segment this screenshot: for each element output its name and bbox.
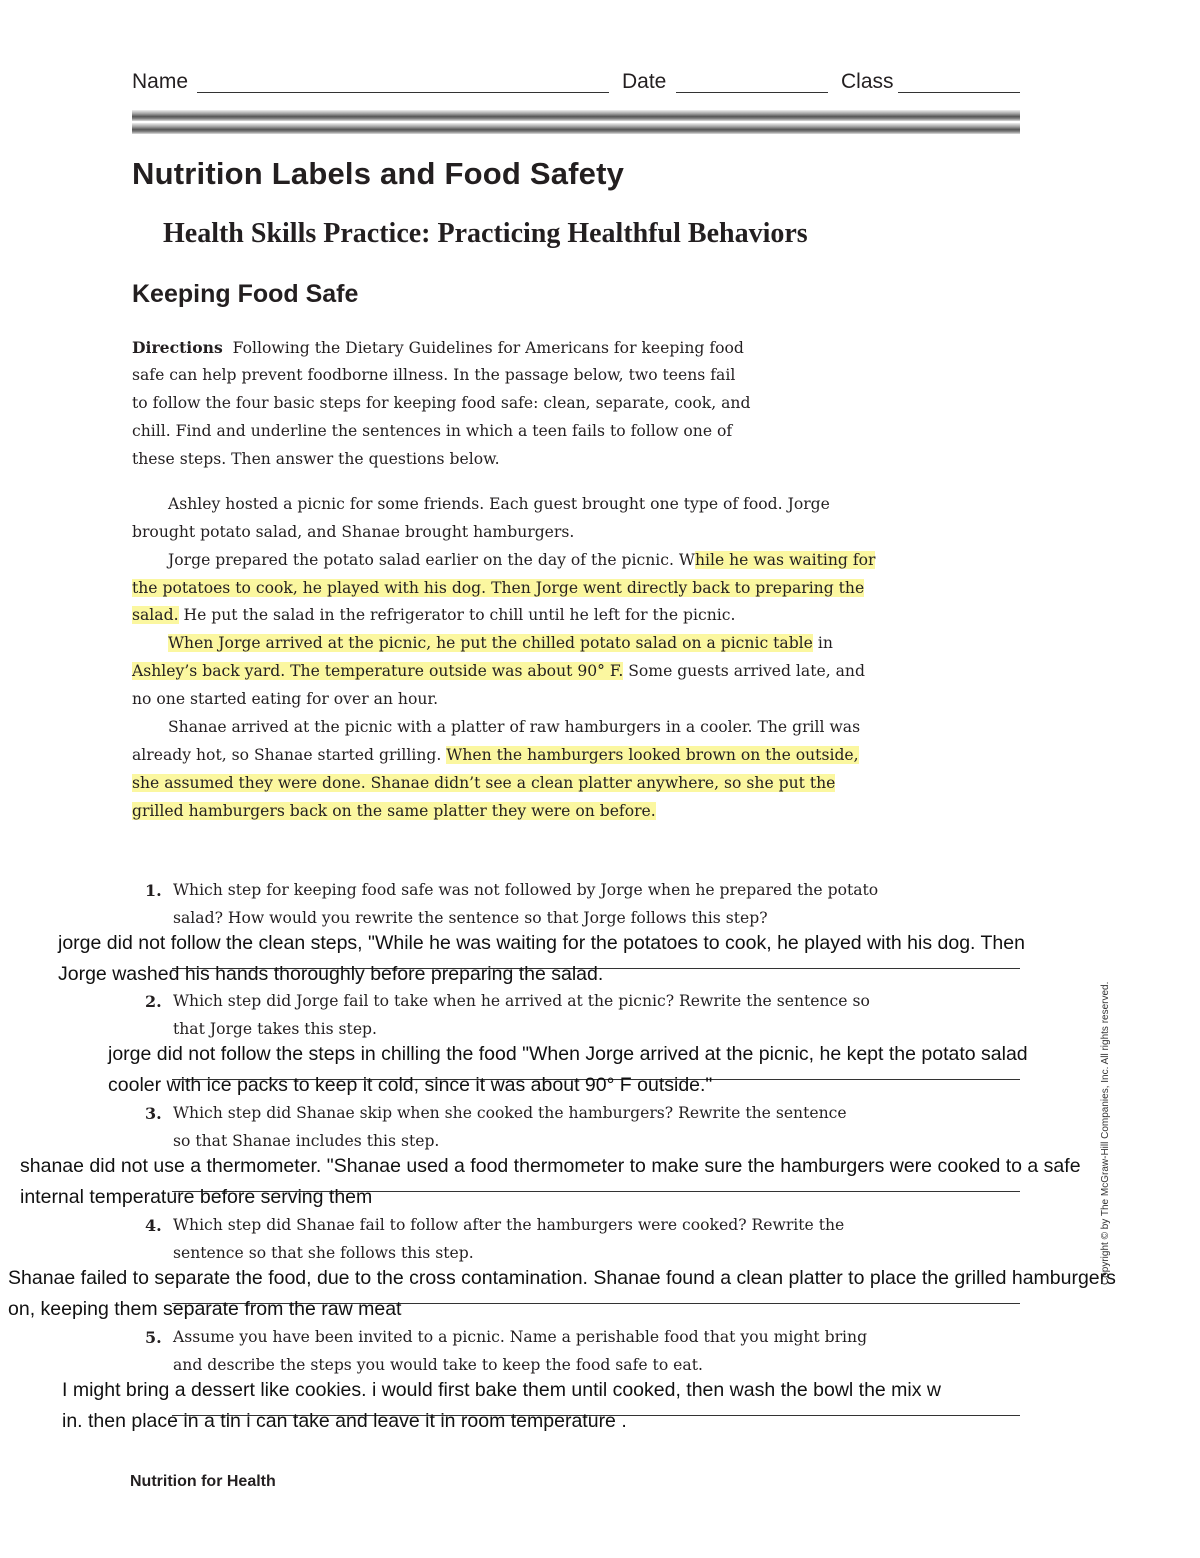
date-label: Date [622,70,667,93]
passage-line [132,579,864,597]
passage-text: Some guests arrived late, and [623,662,865,680]
passage-text: Jorge prepared the potato salad earlier on the day of the picnic. W [168,551,695,569]
question-number: 5. [145,1328,162,1347]
header-divider-bar [132,123,1020,134]
highlighted-sentence: the potatoes to cook, he played with his dog. Then Jorge went directly back to preparing the [132,579,865,597]
highlighted-sentence: she assumed they were done. Shanae didn’t see a clean platter anywhere, so she put the [132,774,836,792]
footer-title: Nutrition for Health [130,1473,276,1490]
passage-line [132,802,656,820]
section-title: Keeping Food Safe [132,280,359,308]
name-field[interactable] [197,92,609,93]
answer-text[interactable]: internal temperature before serving them [20,1186,373,1208]
directions-line: Following the Dietary Guidelines for Americans for keeping food [232,339,744,357]
passage-text: no one started eating for over an hour. [132,690,439,708]
passage-text: Shanae arrived at the picnic with a platter of raw hamburgers in a cooler. The grill was [168,718,861,736]
passage-line [132,606,735,624]
passage-line [132,523,574,541]
passage-text: already hot, so Shanae started grilling. [132,746,447,764]
passage-line [168,718,860,736]
question-text: and describe the steps you would take to keep the food safe to eat. [173,1356,703,1374]
highlighted-sentence: When the hamburgers looked brown on the outside, [446,746,859,764]
question-text: so that Shanae includes this step. [173,1132,440,1150]
question-number: 3. [145,1104,162,1123]
question-text: Which step did Shanae skip when she cooked the hamburgers? Rewrite the sentence [173,1104,847,1122]
question-text: Which step did Shanae fail to follow after the hamburgers were cooked? Rewrite the [173,1216,845,1234]
passage-line [132,690,438,708]
passage-line [168,634,833,652]
passage-line [168,551,875,569]
directions-line: chill. Find and underline the sentences in which a teen fails to follow one of [132,422,733,440]
highlighted-sentence: When Jorge arrived at the picnic, he put the chilled potato salad on a picnic table [168,634,813,652]
highlighted-sentence: grilled hamburgers back on the same platter they were on before. [132,802,656,820]
answer-text[interactable]: jorge did not follow the steps in chilling the food "When Jorge arrived at the picnic, he kept the potato salad [108,1043,1028,1065]
name-label: Name [132,70,189,93]
question-number: 4. [145,1216,162,1235]
passage-text: in [812,634,833,652]
class-field[interactable] [898,92,1020,93]
question-number: 1. [145,881,162,900]
answer-text[interactable]: jorge did not follow the clean steps, "While he was waiting for the potatoes to cook, he played with his dog. Then [58,932,1025,954]
directions-label: Directions [132,338,223,357]
answer-text[interactable]: cooler with ice packs to keep it cold, since it was about 90° F outside." [108,1074,713,1096]
passage-line [132,774,835,792]
passage-line [132,662,865,680]
date-field[interactable] [676,92,828,93]
highlighted-sentence: salad. [132,606,179,624]
question-text: Assume you have been invited to a picnic. Name a perishable food that you might bring [173,1328,868,1346]
header-divider-bar [132,110,1020,121]
highlighted-sentence: Ashley’s back yard. The temperature outside was about 90° F. [132,662,624,680]
question-number: 2. [145,992,162,1011]
passage-line [168,495,830,513]
answer-text[interactable]: on, keeping them separate from the raw meat [8,1298,402,1320]
passage-text: He put the salad in the refrigerator to chill until he left for the picnic. [178,606,736,624]
directions-line: to follow the four basic steps for keeping food safe: clean, separate, cook, and [132,394,751,412]
passage-line [132,746,859,764]
copyright-notice: Copyright © by The McGraw-Hill Companies, Inc. All rights reserved. [1100,981,1111,1285]
directions-line: safe can help prevent foodborne illness. In the passage below, two teens fail [132,366,736,384]
answer-text[interactable]: I might bring a dessert like cookies. i would first bake them until cooked, then wash the bowl the mix w [62,1379,942,1401]
class-label: Class [841,70,894,93]
question-text: Which step for keeping food safe was not followed by Jorge when he prepared the potato [173,881,879,899]
question-text: salad? How would you rewrite the sentence so that Jorge follows this step? [173,909,768,927]
answer-text[interactable]: Shanae failed to separate the food, due to the cross contamination. Shanae found a clean platter to place the grilled hamburgers [8,1267,1116,1289]
question-text: sentence so that she follows this step. [173,1244,474,1262]
question-text: that Jorge takes this step. [173,1020,377,1038]
page-title: Nutrition Labels and Food Safety [132,156,625,191]
answer-text[interactable]: Jorge washed his hands thoroughly before preparing the salad. [58,963,604,985]
highlighted-sentence: hile he was waiting for [694,551,876,569]
answer-text[interactable]: shanae did not use a thermometer. "Shanae used a food thermometer to make sure the hamburgers were cooked to a safe [20,1155,1081,1177]
answer-text[interactable]: in. then place in a tin i can take and leave it in room temperature . [62,1410,627,1432]
passage-text: Ashley hosted a picnic for some friends. Each guest brought one type of food. Jorge [168,495,830,513]
passage-text: brought potato salad, and Shanae brought hamburgers. [132,523,575,541]
page-subtitle: Health Skills Practice: Practicing Healthful Behaviors [163,218,808,249]
question-text: Which step did Jorge fail to take when he arrived at the picnic? Rewrite the sentence so [173,992,870,1010]
directions-line: these steps. Then answer the questions below. [132,450,500,468]
